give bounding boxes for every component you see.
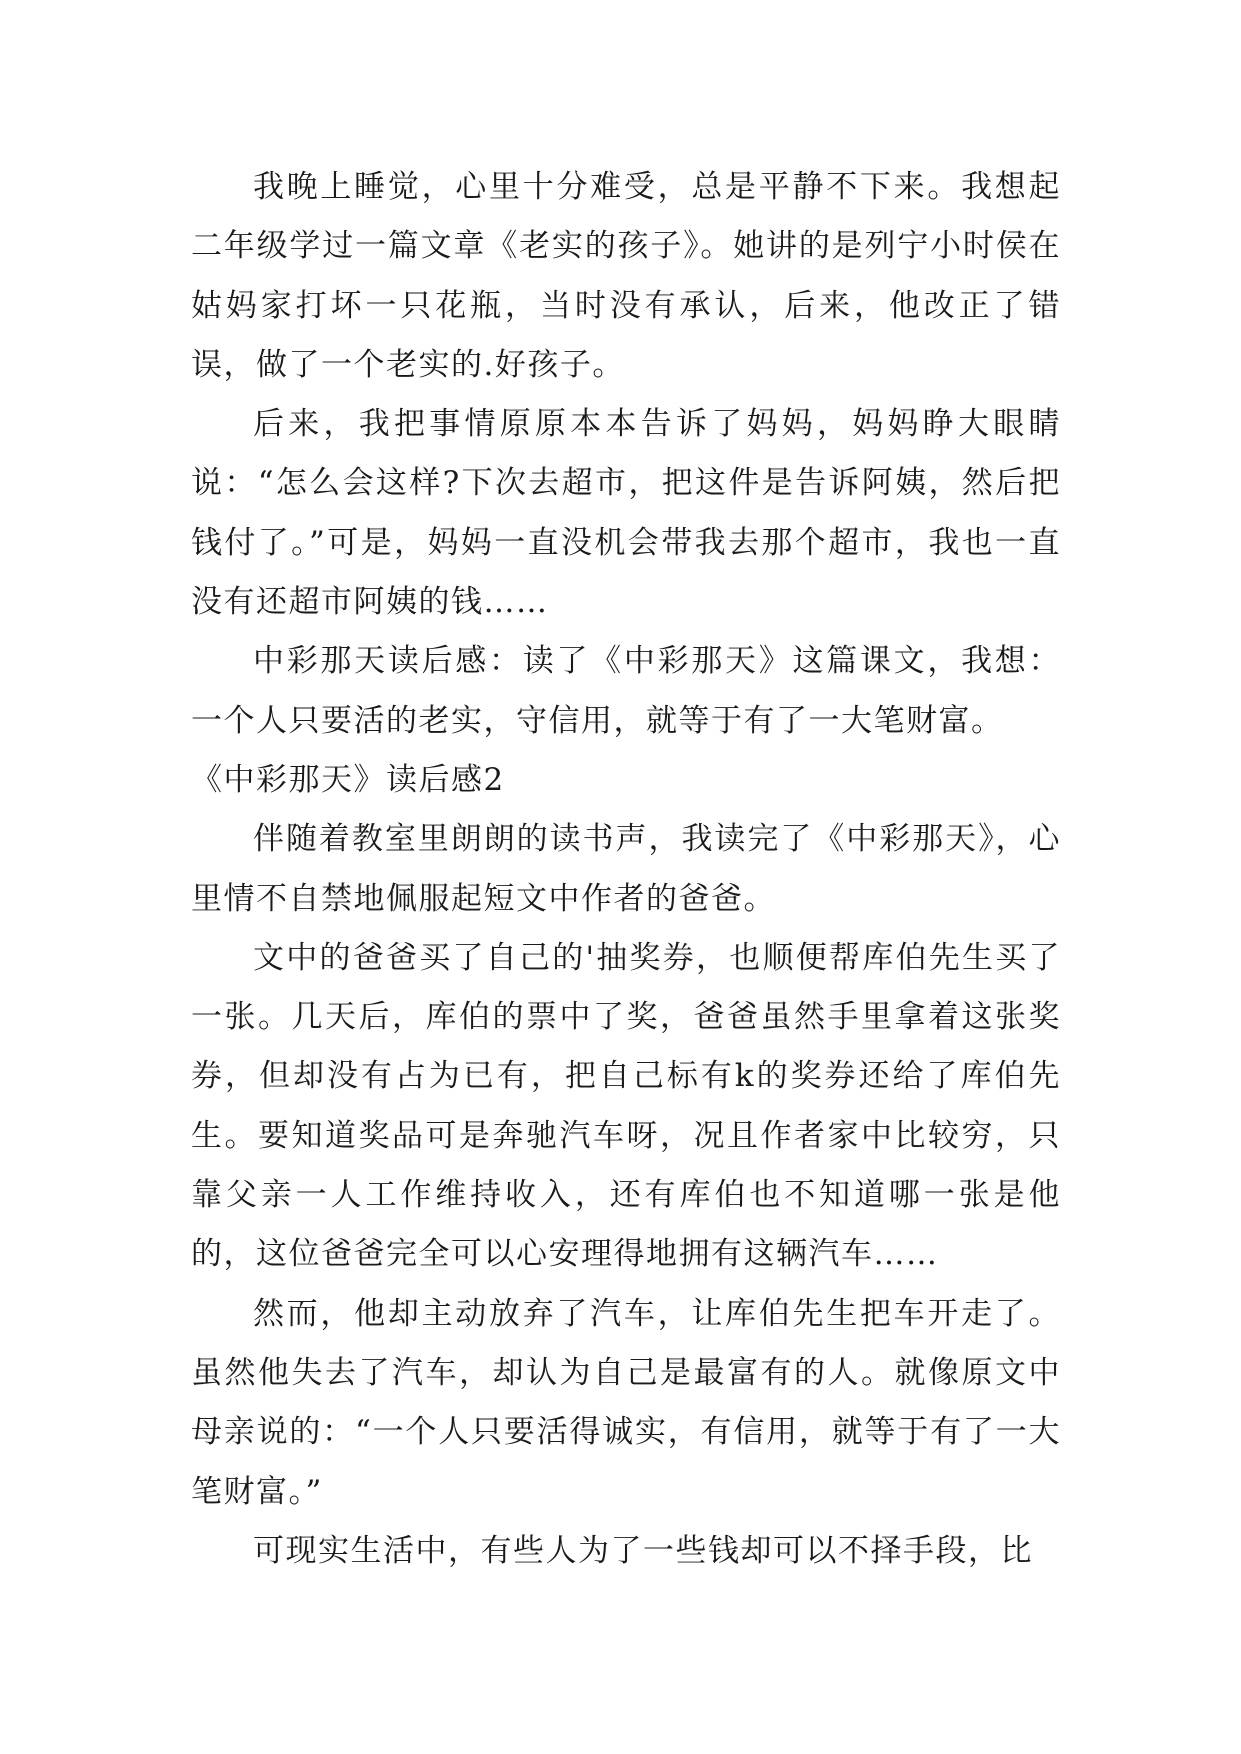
paragraph: 后来，我把事情原原本本告诉了妈妈，妈妈睁大眼睛说：“怎么会这样?下次去超市，把这件是告诉阿姨，然后把钱付了。”可是，妈妈一直没机会带我去那个超市，我也一直没有还超市阿姨的钱…… (191, 406, 1061, 621)
paragraph: 中彩那天读后感：读了《中彩那天》这篇课文，我想：一个人只要活的老实，守信用，就等于有了一大笔财富。 (191, 643, 1061, 739)
document-body (191, 158, 1061, 1581)
paragraph: 可现实生活中，有些人为了一些钱却可以不择手段，比 (253, 1532, 1033, 1569)
paragraph: 伴随着教室里朗朗的读书声，我读完了《中彩那天》，心里情不自禁地佩服起短文中作者的爸爸。 (191, 821, 1061, 917)
paragraph: 我晚上睡觉，心里十分难受，总是平静不下来。我想起二年级学过一篇文章《老实的孩子》。她讲的是列宁小时侯在姑妈家打坏一只花瓶，当时没有承认，后来，他改正了错误，做了一个老实的.好孩子。 (191, 169, 1061, 383)
section-heading: 《中彩那天》读后感2 (191, 761, 505, 798)
paragraph: 然而，他却主动放弃了汽车，让库伯先生把车开走了。虽然他失去了汽车，却认为自己是最富有的人。就像原文中母亲说的：“一个人只要活得诚实，有信用，就等于有了一大笔财富。” (191, 1295, 1061, 1510)
paragraph: 文中的爸爸买了自己的'抽奖券，也顺便帮库伯先生买了一张。几天后，库伯的票中了奖，爸爸虽然手里拿着这张奖券，但却没有占为已有，把自己标有k的奖券还给了库伯先生。要知道奖品可是奔驰汽车呀，况且作者家中比较穷，只靠父亲一人工作维持收入，还有库伯也不知道哪一张是他的，这位爸爸完全可以心安理得地拥有这辆汽车…… (191, 939, 1061, 1273)
